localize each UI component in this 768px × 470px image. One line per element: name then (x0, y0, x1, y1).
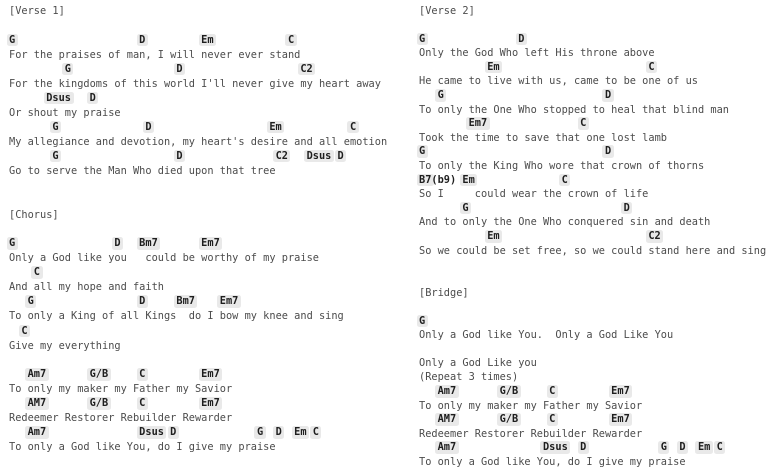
chord-badge[interactable]: Em7 (609, 413, 633, 426)
chord-badge[interactable]: G/B (87, 397, 111, 410)
chord-badge[interactable]: AM7 (435, 413, 459, 426)
chord-badge[interactable]: G (435, 89, 446, 102)
lyric-line: Only a God like you could be worthy of my praise (9, 252, 319, 265)
blank-line (419, 342, 766, 356)
chord-line (9, 324, 387, 339)
lyric-line: For the kingdoms of this world I'll never give my heart away (9, 77, 381, 90)
chord-badge[interactable]: C (547, 413, 558, 426)
chord-badge[interactable]: G (50, 121, 61, 134)
chord-line (419, 145, 766, 159)
chord-badge[interactable]: Em (199, 34, 216, 47)
chord-badge[interactable]: Em7 (609, 385, 633, 398)
chord-badge[interactable]: C (137, 397, 148, 410)
lyric-line: To only the King Who wore that crown of thorns (419, 160, 705, 173)
chord-badge[interactable]: Am7 (435, 441, 459, 454)
blank-line (9, 222, 387, 237)
chord-badge[interactable]: G (25, 295, 36, 308)
chord-badge[interactable]: Em7 (199, 368, 223, 381)
lyric-line: To only a King of all Kings do I bow my knee and sing (9, 310, 344, 323)
chord-badge[interactable]: G (417, 145, 428, 158)
chord-badge[interactable]: Em (695, 441, 712, 454)
section-label: [Verse 2] (419, 5, 475, 17)
lyric-line: Took the time to save that one lost lamb (419, 131, 667, 144)
chord-line (9, 62, 387, 77)
chord-line (9, 368, 387, 383)
chord-badge[interactable]: G (7, 237, 18, 250)
chord-badge[interactable]: G (417, 33, 428, 46)
chord-badge[interactable]: D (602, 145, 613, 158)
chord-badge[interactable]: Em (292, 426, 309, 439)
chord-badge[interactable]: D (87, 92, 98, 105)
lyric-line: So we could be set free, so we could stand here and sing (419, 244, 767, 257)
chord-badge[interactable]: Em (485, 61, 502, 74)
chord-line (9, 91, 387, 106)
blank-line (9, 353, 387, 368)
chord-badge[interactable]: G (417, 315, 428, 328)
chord-badge[interactable]: Em (485, 230, 502, 243)
blank-line (419, 18, 766, 32)
chord-badge[interactable]: D (516, 33, 527, 46)
lyric-line: So I could wear the crown of life (419, 188, 649, 201)
blank-line (419, 272, 766, 286)
lyric-line: Go to serve the Man Who died upon that tree (9, 165, 276, 178)
lyric-line: Redeemer Restorer Rebuilder Rewarder (419, 427, 643, 440)
chord-badge[interactable]: Bm7 (174, 295, 198, 308)
chord-badge[interactable]: D (143, 121, 154, 134)
chord-badge[interactable]: Am7 (25, 426, 49, 439)
chord-badge[interactable]: C (310, 426, 321, 439)
chord-badge[interactable]: C (137, 368, 148, 381)
chord-line (9, 237, 387, 252)
chord-badge[interactable]: C (559, 174, 570, 187)
section-label: [Verse 1] (9, 5, 65, 17)
chord-badge[interactable]: C (347, 121, 358, 134)
lyric-line: (Repeat 3 times) (419, 371, 519, 384)
chord-badge[interactable]: C2 (273, 150, 290, 163)
chord-badge[interactable]: C2 (646, 230, 663, 243)
chord-badge[interactable]: D (112, 237, 123, 250)
chord-line (419, 201, 766, 215)
chord-badge[interactable]: D (174, 63, 185, 76)
chord-badge[interactable]: Bm7 (137, 237, 161, 250)
chord-badge[interactable]: Em (460, 174, 477, 187)
chord-line (419, 385, 766, 399)
chord-badge[interactable]: C (19, 325, 30, 338)
lyric-line: And all my hope and faith (9, 281, 164, 294)
chord-badge[interactable]: Dsus (137, 426, 167, 439)
chord-badge[interactable]: C (578, 117, 589, 130)
chord-badge[interactable]: G (50, 150, 61, 163)
chord-badge[interactable]: G/B (87, 368, 111, 381)
chord-badge[interactable]: Em7 (199, 237, 223, 250)
blank-line (9, 19, 387, 34)
chord-line (9, 149, 387, 164)
chord-line (9, 397, 387, 412)
chord-badge[interactable]: D (621, 202, 632, 215)
lyric-line: Give my everything (9, 339, 121, 352)
chord-line (9, 295, 387, 310)
chord-line (9, 120, 387, 135)
chord-badge[interactable]: C (547, 385, 558, 398)
chord-badge[interactable]: G (62, 63, 73, 76)
blank-line (419, 300, 766, 314)
chord-badge[interactable]: Dsus (44, 92, 74, 105)
chord-badge[interactable]: Dsus (304, 150, 334, 163)
chord-badge[interactable]: D (273, 426, 284, 439)
chord-badge[interactable]: B7 (417, 174, 434, 187)
chord-line (9, 266, 387, 281)
chord-badge[interactable]: D (174, 150, 185, 163)
chord-badge[interactable]: G (658, 441, 669, 454)
chord-badge[interactable]: Am7 (435, 385, 459, 398)
chord-line (419, 314, 766, 328)
chord-badge[interactable]: Em (267, 121, 284, 134)
chord-badge[interactable]: Em7 (199, 397, 223, 410)
chord-badge[interactable]: Am7 (25, 368, 49, 381)
lyric-line: Redeemer Restorer Rebuilder Rewarder (9, 412, 233, 425)
chord-line (419, 32, 766, 46)
chord-annotation: (b9) (431, 173, 457, 186)
lyric-line: And to only the One Who conquered sin and death (419, 216, 711, 229)
chord-line (419, 441, 766, 455)
blank-line (9, 193, 387, 208)
section-label: [Chorus] (9, 208, 59, 221)
lyric-line: To only the One Who stopped to heal that blind man (419, 103, 729, 116)
chord-badge[interactable]: Dsus (540, 441, 570, 454)
chord-sheet-column-left (9, 4, 387, 455)
chord-badge[interactable]: D (677, 441, 688, 454)
lyric-line: For the praises of man, I will never ever stand (9, 48, 301, 61)
chord-badge[interactable]: G/B (497, 413, 521, 426)
chord-badge[interactable]: D (137, 34, 148, 47)
chord-badge[interactable]: Em7 (466, 117, 490, 130)
chord-line (419, 89, 766, 103)
chord-badge[interactable]: Em7 (217, 295, 241, 308)
chord-badge[interactable]: C (646, 61, 657, 74)
chord-badge[interactable]: G (254, 426, 265, 439)
chord-badge[interactable]: D (602, 89, 613, 102)
chord-line (419, 173, 766, 187)
lyric-line: Only a God Like you (419, 357, 537, 370)
chord-badge[interactable]: D (137, 295, 148, 308)
chord-badge[interactable]: C (714, 441, 725, 454)
section-label: [Bridge] (419, 286, 469, 299)
chord-badge[interactable]: D (168, 426, 179, 439)
chord-badge[interactable]: C (31, 266, 42, 279)
chord-badge[interactable]: D (335, 150, 346, 163)
lyric-line: Only the God Who left His throne above (419, 47, 655, 60)
chord-line (9, 426, 387, 441)
lyric-line: To only a God like You, do I give my praise (419, 456, 686, 468)
lyric-line: My allegiance and devotion, my heart's desire and all emotion (9, 135, 388, 148)
lyric-line: To only a God like You, do I give my praise (9, 441, 276, 454)
chord-badge[interactable]: D (578, 441, 589, 454)
chord-badge[interactable]: C2 (298, 63, 315, 76)
chord-badge[interactable]: AM7 (25, 397, 49, 410)
chord-badge[interactable]: C (285, 34, 296, 47)
lyric-line: To only my maker my Father my Savior (419, 399, 643, 412)
chord-badge[interactable]: G (460, 202, 471, 215)
chord-sheet-column-right (419, 4, 766, 469)
blank-line (419, 258, 766, 272)
chord-line (419, 60, 766, 74)
chord-line (419, 230, 766, 244)
chord-badge[interactable]: G (7, 34, 18, 47)
blank-line (9, 179, 387, 194)
lyric-line: To only my maker my Father my Savior (9, 383, 233, 396)
lyric-line: Or shout my praise (9, 106, 121, 119)
chord-line (419, 117, 766, 131)
chord-badge[interactable]: G/B (497, 385, 521, 398)
lyric-line: He came to live with us, came to be one of us (419, 75, 698, 88)
chord-line (9, 33, 387, 48)
lyric-line: Only a God like You. Only a God Like You (419, 329, 674, 342)
chord-line (419, 413, 766, 427)
